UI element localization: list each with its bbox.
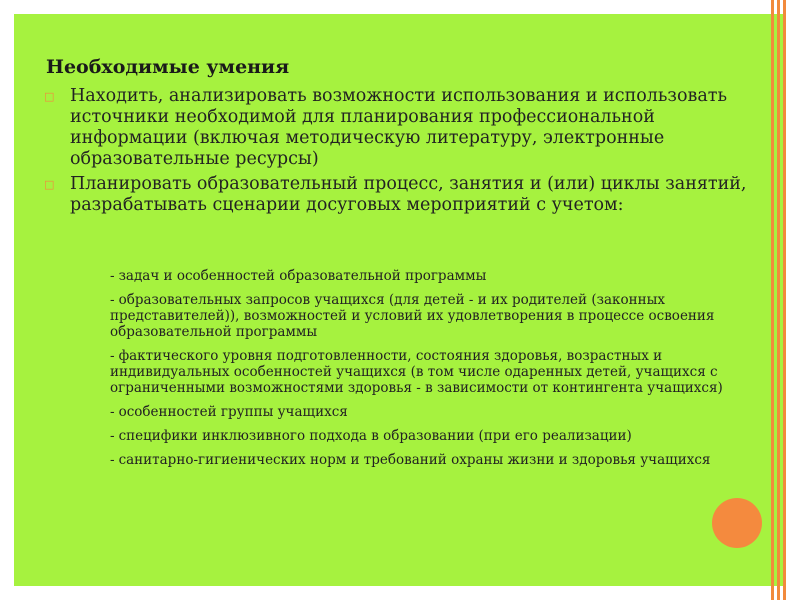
- sub-item: - фактического уровня подготовленности, состояния здоровья, возрастных и индивидуальных особенностей учащихся (в том числе одаренных детей, учащихся с ограниченными возможностями здоровья - в зависимости от контингента учащихся): [110, 348, 723, 396]
- sub-item: - особенностей группы учащихся: [110, 404, 348, 420]
- decorative-circle: [712, 498, 762, 548]
- sub-item: - образовательных запросов учащихся (для детей - и их родителей (законных представителей)), возможностей и условий их удовлетворения в процессе освоения образовательной программы: [110, 292, 715, 340]
- bullet-icon: □: [44, 90, 55, 103]
- decorative-stripe: [777, 0, 780, 600]
- bullet-list: [44, 86, 749, 220]
- bullet-text: Планировать образовательный процесс, занятия и (или) циклы занятий, разрабатывать сценарии досуговых мероприятий с учетом:: [70, 174, 747, 215]
- bullet-icon: □: [44, 178, 55, 191]
- sub-list: [110, 268, 750, 476]
- decorative-stripe: [783, 0, 786, 600]
- sub-item: - санитарно-гигиенических норм и требований охраны жизни и здоровья учащихся: [110, 452, 711, 468]
- slide-title: Необходимые умения: [46, 56, 290, 78]
- decorative-stripe: [771, 0, 774, 600]
- bullet-item: [44, 174, 749, 216]
- sub-item: - специфики инклюзивного подхода в образовании (при его реализации): [110, 428, 632, 444]
- sub-item: - задач и особенностей образовательной программы: [110, 268, 487, 284]
- bullet-item: [44, 86, 749, 170]
- bullet-text: Находить, анализировать возможности использования и использовать источники необходимой для планирования профессиональной информации (включая методическую литературу, электронные образовательные ресурсы): [70, 86, 727, 169]
